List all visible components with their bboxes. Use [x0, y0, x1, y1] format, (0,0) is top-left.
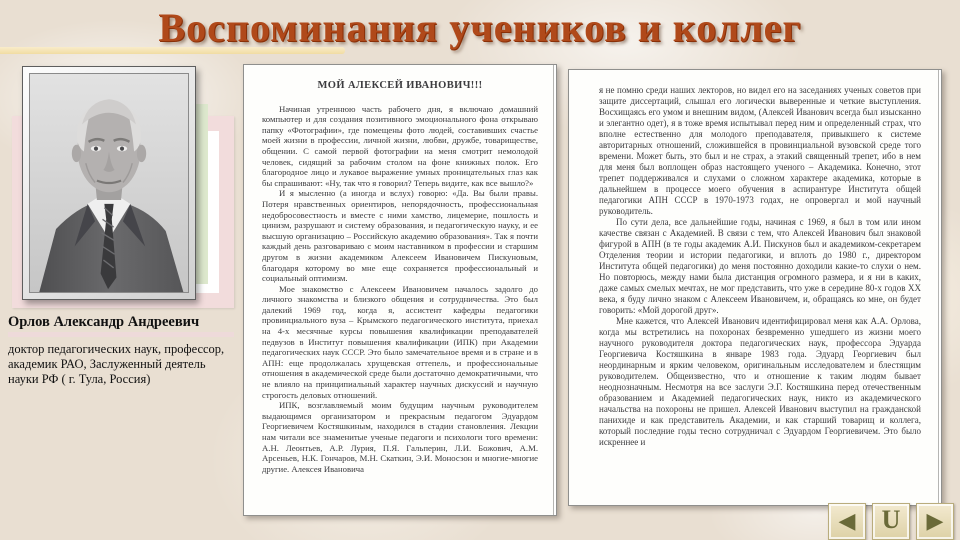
person-photo-block	[8, 64, 236, 534]
home-button[interactable]	[872, 503, 910, 540]
portrait-photo	[29, 73, 189, 293]
back-button[interactable]	[828, 503, 866, 540]
person-name: Орлов Александр Андреевич	[8, 314, 200, 330]
photo-frame	[22, 66, 196, 300]
person-description: доктор педагогических наук, профессор, академик РАО, Заслуженный деятель науки РФ ( г. Тула, Россия)	[8, 342, 225, 386]
memoir-paragraph: Мое знакомство с Алексеем Ивановичем началось задолго до личного знакомства и близкого общения и сотрудничества. Это был далекий 1969 год, когда я, ассистент кафедры педагогики провинциального вуза – Крымского педагогического института, приехал на 4-х месячные курсы повышения квалификации преподавателей педвузов в Институт повышения квалификации (ИПК) при Академии педагогических наук СССР. Это было замечательное время и в стране и в АПН: еще продолжалась хрущевская оттепель, и профессиональные отношения в академической среде были достаточно демократичными, что не влияло на принципиальный характер научных дискуссий и научную строгость деловых отношений.	[262, 283, 538, 400]
right-arrow-icon: ▶	[926, 508, 944, 534]
person-name-underline	[8, 332, 234, 337]
memoir-paragraph: Мне кажется, что Алексей Иванович идентифицировал меня как А.А. Орлова, когда мы встретились на похоронах безвременно ушедшего из жизни моего научного руководителя доктора педагогических наук, профессора Эдуарда Георгиевича Костяшкина в январе 1983 года. Эдуард Георгиевич был неординарным и ярким человеком, оригинальным исследователем и блестящим руководителем. Общеизвестно, что и отношение к таким людям бывает неоднозначным. Несмотря на все заслуги Э.Г. Костяшкина перед отечественным образованием и Академией педагогических наук, никто из академического начальства на похороны не пришел. Алексей Иванович выступил на гражданской панихиде и как представитель Академии, и как старший товарищ и коллега, который последние годы тесно сотрудничал с Эдуардом Георгиевичем. Это было искреннее и	[599, 316, 921, 447]
memoir-paragraph: Начиная утреннюю часть рабочего дня, я включаю домашний компьютер и для создания позитивного эмоционального фона открываю папку «Фотографии», где помещены фото людей, составивших счастье моей жизни в профессии, личной жизни, любви, дружбе, товариществе, общении. С самой первой фотографии на меня смотрит немолодой человек, сидящий за рабочим столом на фоне книжных полок. Его благородное лицо и лукавое выражение умных проницательных глаз как бы спрашивают: «Ну, так что я говорил? Теперь видите, как все вышло?»	[262, 103, 538, 188]
memoir-paragraph: По сути дела, все дальнейшие годы, начиная с 1969, я был в том или ином качестве связан с Академией. В связи с тем, что Алексей Иванович был знаковой фигурой в АПН (в те годы академик А.И. Пискунов был и академиком-секретарем Отделения теории и истории педагогики, и вплоть до 1980 г., директором Института общей педагогики) до меня постоянно доходили какие-то слухи о нем. Но повторюсь, между нами была дистанция огромного размера, и я ни в каких, даже самых смелых мечтах, не мог представить, что уже в середине 80-х годов XX века, я буду лично знаком с Алексеем Ивановичем, и, обращаясь ко мне, он будет говорить: «Мой дорогой друг».	[599, 217, 921, 315]
slide-title: Воспоминания учеников и коллег	[158, 5, 802, 50]
memoir-paragraph: я не помню среди наших лекторов, но видел его на заседаниях ученых советов при защите диссертаций, слышал его логически выверенные и четкие выступления. Восхищаясь его умом и внешним видом, (Алексей Иванович всегда был изысканно и элегантно одет), я в тоже время испытывал перед ним и определенный страх, что вполне естественно для молодого преподавателя, привыкшего к системе авторитарных отношений, сложившейся в провинциальной вузовской среде того времени. Может быть, это был и не страх, а этакий священный трепет, ибо в нем для меня был воплощен образ настоящего ученого – Академика. Конечно, этот трепет поддерживался и слухами о сложном характере академика, которые в дальнейшем в процессе моего обучения в аспирантуре Института общей педагогики АПН СССР в 1970-1973 годах, не опровергал и мой научный руководитель.	[599, 85, 921, 216]
memoir-page-2	[568, 69, 942, 506]
u-home-icon: U	[881, 504, 901, 534]
memoir-paragraph: И я мысленно (а иногда и вслух) говорю: «Да. Вы были правы. Потеря нравственных ориентиров, непорядочность, профессиональная недобросовестность и вместе с ними хамство, лицемерие, пошлость и цинизм, разрушают и систему образования, и педагогическую науку, и ее высшую организацию – Российскую академию образования». Так я почти каждый день разговариваю с моим наставником в профессии и старшим другом в жизни академиком Алексеем Ивановичем Пискуновым, благодаря которому во мне еще сохраняется профессиональный и социальный оптимизм.	[262, 188, 538, 284]
memoir-page-title: МОЙ АЛЕКСЕЙ ИВАНОВИЧ!!!	[317, 80, 483, 91]
forward-button[interactable]	[916, 503, 954, 540]
memoir-paragraph: ИПК, возглавляемый моим будущим научным руководителем выдающимся организатором и прекрасным педагогом Эдуардом Георгиевичем Костяшкиным, находился в стадии становления. Лекции нам читали все знаменитые ученые педагоги и психологи того времени: А.Н. Леонтьев, А.Р. Лурия, П.Я. Гальперин, Л.И. Божович, А.М. Арсеньев, Н.К. Гончаров, М.Н. Скаткин, Э.И. Моносзон и многие-многие другие. Алексея Ивановича	[262, 400, 538, 474]
left-arrow-icon: ◀	[838, 508, 856, 534]
memoir-page-1	[243, 64, 557, 516]
